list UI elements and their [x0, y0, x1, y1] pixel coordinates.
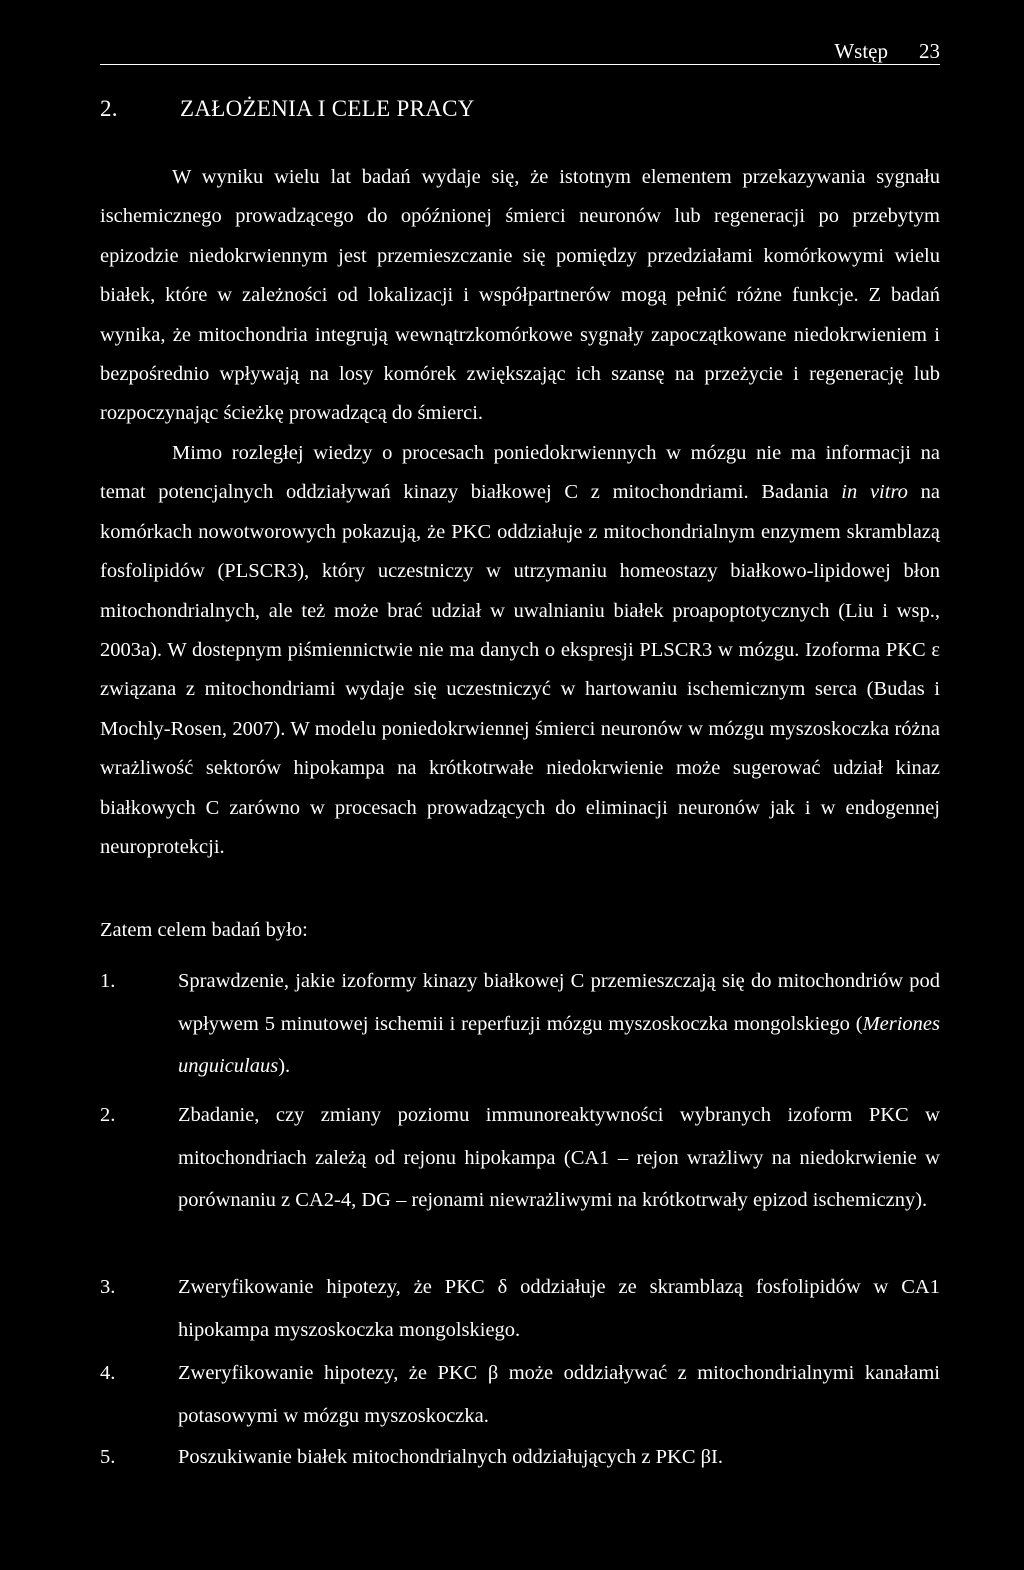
goal-number: 3. — [100, 1276, 116, 1298]
species-name: Meriones unguiculaus — [178, 1012, 940, 1077]
goal-text-part: ). — [278, 1055, 291, 1077]
goal-number: 4. — [100, 1362, 116, 1384]
goals-intro: Zatem celem badań było: — [100, 919, 308, 941]
running-header — [100, 38, 940, 65]
header-section-title: Wstęp — [834, 39, 888, 63]
chapter-heading — [100, 96, 475, 122]
paragraph-text-part: na komórkach nowotworowych pokazują, że PKC oddziałuje z mitochondrialnym enzymem skramblazą fosfolipidów (PLSCR3), który uczestniczy w utrzymaniu homeostazy białkowo-lipidowej błon mitochondrialnych, ale też może brać udział w uwalnianiu białek proapoptotycznych (Liu i wsp., 2003a). W dostepnym piśmiennictwie nie ma danych o ekspresji PLSCR3 w mózgu. Izoforma PKC ε związana z mitochondriami wydaje się uczestniczyć w hartowaniu ischemicznym serca (Budas i Mochly-Rosen, 2007). W modelu poniedokrwiennej śmierci neuronów w mózgu myszoskoczka różna wrażliwość sektorów hipokampa na krótkotrwałe niedokrwienie może sugerować udział kinaz białkowych C zarówno w procesach prowadzących do eliminacji neuronów jak i w endogennej neuroprotekcji. — [100, 481, 940, 859]
chapter-number: 2. — [100, 96, 118, 121]
paragraph-text: W wyniku wielu lat badań wydaje się, że istotnym elementem przekazywania sygnału ischemicznego prowadzącego do opóźnionej śmierci neuronów lub regeneracji po przebytym epizodzie niedokrwiennym jest przemieszczanie się pomiędzy przedziałami komórkowymi wielu białek, które w zależności od lokalizacji i współpartnerów mogą pełnić różne funkcje. Z badań wynika, że mitochondria integrują wewnątrzkomórkowe sygnały zapoczątkowane niedokrwieniem i bezpośrednio wpływają na losy komórek zwiększając ich szansę na przeżycie i regenerację lub rozpoczynając ścieżkę prowadzącą do śmierci. — [100, 166, 940, 425]
goal-item-5 — [100, 1436, 940, 1479]
goal-text-part: Sprawdzenie, jakie izoformy kinazy białkowej C przemieszczają się do mitochondriów pod wpływem 5 minutowej ischemii i reperfuzji mózgu myszoskoczka mongolskiego ( — [178, 970, 940, 1035]
goal-item-4 — [100, 1352, 940, 1437]
goal-number: 5. — [100, 1446, 116, 1468]
body-paragraph-2 — [100, 434, 940, 867]
goal-number: 2. — [100, 1104, 116, 1126]
goal-item-2 — [100, 1094, 940, 1222]
goal-item-1 — [100, 960, 940, 1088]
italic-term: in vitro — [841, 481, 908, 504]
goal-text: Zbadanie, czy zmiany poziomu immunoreaktywności wybranych izoform PKC w mitochondriach zależą od rejonu hipokampa (CA1 – rejon wrażliwy na niedokrwienie w porównaniu z CA2-4, DG – rejonami niewrażliwymi na krótkotrwały epizod ischemiczny). — [178, 1104, 940, 1211]
goal-item-3 — [100, 1266, 940, 1351]
goal-text: Poszukiwanie białek mitochondrialnych oddziałujących z PKC βI. — [178, 1446, 724, 1468]
goal-text: Zweryfikowanie hipotezy, że PKC δ oddziałuje ze skramblazą fosfolipidów w CA1 hipokampa myszoskoczka mongolskiego. — [178, 1276, 940, 1341]
goal-text: Zweryfikowanie hipotezy, że PKC β może oddziaływać z mitochondrialnymi kanałami potasowymi w mózgu myszoskoczka. — [178, 1362, 940, 1427]
paragraph-text — [100, 434, 940, 867]
header-page-number: 23 — [919, 39, 940, 63]
goal-number: 1. — [100, 970, 116, 992]
body-paragraph-1 — [100, 158, 940, 434]
goal-text — [178, 960, 940, 1088]
chapter-title: ZAŁOŻENIA I CELE PRACY — [180, 96, 475, 121]
paragraph-text-part: Mimo rozległej wiedzy o procesach poniedokrwiennych w mózgu nie ma informacji na temat potencjalnych oddziaływań kinazy białkowej C z mitochondriami. Badania — [100, 442, 940, 504]
